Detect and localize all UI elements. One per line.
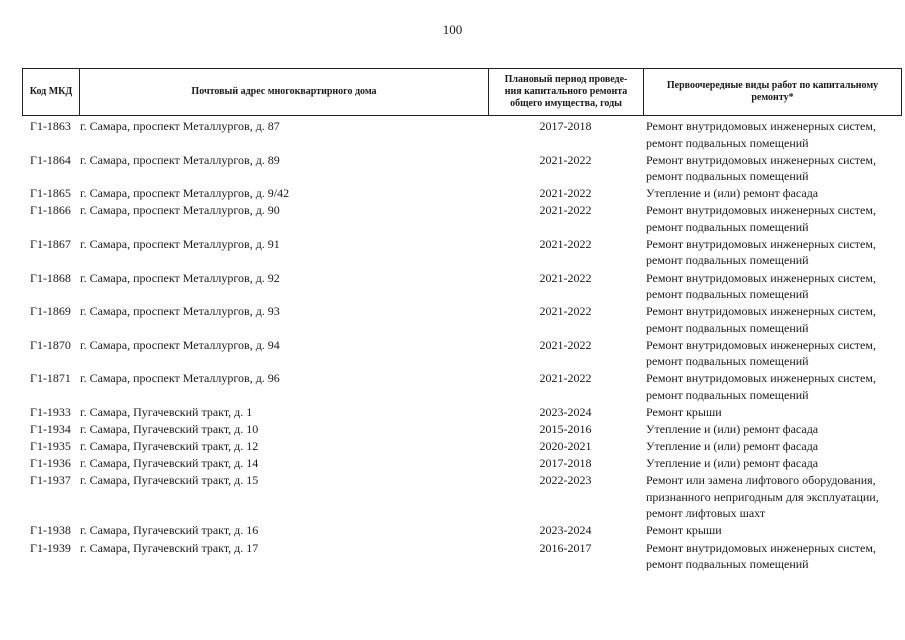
row-period: 2021-2022: [539, 371, 592, 386]
row-code: Г1-1871: [30, 371, 71, 386]
row-code: Г1-1938: [30, 523, 71, 538]
row-works: [646, 438, 904, 455]
row-works: [646, 303, 904, 336]
row-works: [646, 421, 904, 438]
row-works-line: Утепление и (или) ремонт фасада: [646, 422, 819, 436]
row-address: г. Самара, Пугачевский тракт, д. 1: [80, 404, 253, 419]
row-works: [646, 202, 904, 235]
row-works: [646, 152, 904, 185]
row-works-line: признанного непригодным для эксплуатации,: [646, 489, 879, 504]
row-works-line: Утепление и (или) ремонт фасада: [646, 439, 819, 454]
row-code: Г1-1870: [30, 337, 71, 352]
row-works: [646, 185, 904, 202]
header-works-line: Первоочередные виды работ по капитальному: [666, 80, 879, 91]
row-code: Г1-1863: [30, 119, 71, 133]
row-works: [646, 270, 904, 303]
header-period-line: Плановый период проведе-: [504, 74, 628, 85]
row-address: г. Самара, Пугачевский тракт, д. 12: [80, 439, 259, 454]
row-period: 2021-2022: [539, 270, 592, 285]
row-works-line: Ремонт внутридомовых инженерных систем,: [646, 270, 876, 285]
row-address: г. Самара, проспект Металлургов, д. 93: [80, 304, 280, 319]
row-works-line: Ремонт внутридомовых инженерных систем,: [646, 337, 876, 352]
row-works-line: Ремонт внутридомовых инженерных систем,: [646, 371, 876, 386]
row-address: г. Самара, проспект Металлургов, д. 94: [80, 337, 280, 352]
row-code: Г1-1864: [30, 152, 71, 167]
row-works-line: ремонт подвальных помещений: [646, 253, 809, 268]
row-works: [646, 370, 904, 403]
row-code: Г1-1866: [30, 203, 71, 218]
row-period: 2022-2023: [539, 473, 592, 488]
row-works-line: ремонт подвальных помещений: [646, 387, 809, 402]
row-works-line: Ремонт или замена лифтового оборудования,: [646, 473, 876, 488]
header-address: Почтовый адрес многоквартирного дома: [79, 69, 488, 115]
row-address: г. Самара, проспект Металлургов, д. 91: [80, 236, 280, 251]
page-number: 100: [442, 22, 463, 37]
header-period-line: общего имущества, годы: [510, 98, 622, 109]
row-address: г. Самара, Пугачевский тракт, д. 14: [80, 456, 259, 471]
row-code: Г1-1936: [30, 456, 71, 471]
row-code: Г1-1934: [30, 422, 71, 436]
row-works-line: ремонт подвальных помещений: [646, 135, 809, 150]
row-works-line: ремонт подвальных помещений: [646, 354, 809, 369]
row-works-line: Утепление и (или) ремонт фасада: [646, 186, 819, 201]
row-address: г. Самара, Пугачевский тракт, д. 17: [80, 540, 259, 555]
row-works: [646, 522, 904, 539]
row-period: 2016-2017: [539, 540, 592, 555]
row-period: 2021-2022: [539, 236, 592, 251]
row-works-line: ремонт подвальных помещений: [646, 287, 809, 301]
row-works: [646, 118, 904, 151]
row-works-line: ремонт подвальных помещений: [646, 219, 809, 234]
row-period: 2021-2022: [539, 304, 592, 319]
row-period: 2017-2018: [539, 119, 592, 133]
row-code: Г1-1937: [30, 473, 71, 488]
row-code: Г1-1935: [30, 439, 71, 454]
row-address: г. Самара, проспект Металлургов, д. 96: [80, 371, 280, 386]
row-code: Г1-1867: [30, 236, 71, 251]
row-works-line: Ремонт внутридомовых инженерных систем,: [646, 304, 876, 319]
header-period: [488, 69, 643, 115]
row-address: г. Самара, проспект Металлургов, д. 90: [80, 203, 280, 218]
row-period: 2015-2016: [539, 422, 592, 436]
row-period: 2023-2024: [539, 523, 592, 538]
row-code: Г1-1939: [30, 540, 71, 555]
row-address: г. Самара, проспект Металлургов, д. 9/42: [80, 186, 290, 201]
row-works: [646, 404, 904, 421]
row-address: г. Самара, Пугачевский тракт, д. 15: [80, 473, 259, 488]
row-period: 2021-2022: [539, 337, 592, 352]
row-code: Г1-1933: [30, 404, 71, 419]
row-period: 2017-2018: [539, 456, 592, 471]
row-works-line: ремонт подвальных помещений: [646, 557, 809, 571]
row-works: [646, 540, 904, 573]
header-works: [643, 69, 902, 115]
row-works-line: Ремонт внутридомовых инженерных систем,: [646, 540, 876, 555]
row-works: [646, 455, 904, 472]
row-works-line: ремонт подвальных помещений: [646, 169, 809, 184]
row-works-line: Ремонт крыши: [646, 523, 722, 538]
row-address: г. Самара, проспект Металлургов, д. 87: [80, 119, 280, 133]
header-code: Код МКД: [22, 69, 79, 115]
row-period: 2021-2022: [539, 186, 592, 201]
row-code: Г1-1869: [30, 304, 71, 319]
row-address: г. Самара, Пугачевский тракт, д. 16: [80, 523, 259, 538]
row-works-line: Ремонт внутридомовых инженерных систем,: [646, 119, 876, 133]
row-period: 2023-2024: [539, 404, 592, 419]
row-works-line: Ремонт внутридомовых инженерных систем,: [646, 203, 876, 218]
row-works-line: Ремонт внутридомовых инженерных систем,: [646, 152, 876, 167]
row-works: [646, 236, 904, 269]
row-works-line: ремонт подвальных помещений: [646, 320, 809, 335]
header-works-line: ремонту*: [751, 92, 794, 103]
row-works-line: Утепление и (или) ремонт фасада: [646, 456, 819, 471]
row-address: г. Самара, Пугачевский тракт, д. 10: [80, 422, 259, 436]
header-period-line: ния капитального ремонта: [504, 86, 628, 97]
row-period: 2021-2022: [539, 203, 592, 218]
row-works-line: ремонт лифтовых шахт: [646, 506, 766, 521]
row-address: г. Самара, проспект Металлургов, д. 89: [80, 152, 280, 167]
row-works-line: Ремонт внутридомовых инженерных систем,: [646, 236, 876, 251]
row-works-line: Ремонт крыши: [646, 404, 722, 419]
row-code: Г1-1868: [30, 270, 71, 285]
table-header: [22, 68, 902, 116]
row-address: г. Самара, проспект Металлургов, д. 92: [80, 270, 280, 285]
row-works: [646, 337, 904, 370]
row-works: [646, 472, 904, 522]
row-period: 2020-2021: [539, 439, 592, 454]
row-period: 2021-2022: [539, 152, 592, 167]
row-code: Г1-1865: [30, 186, 71, 201]
